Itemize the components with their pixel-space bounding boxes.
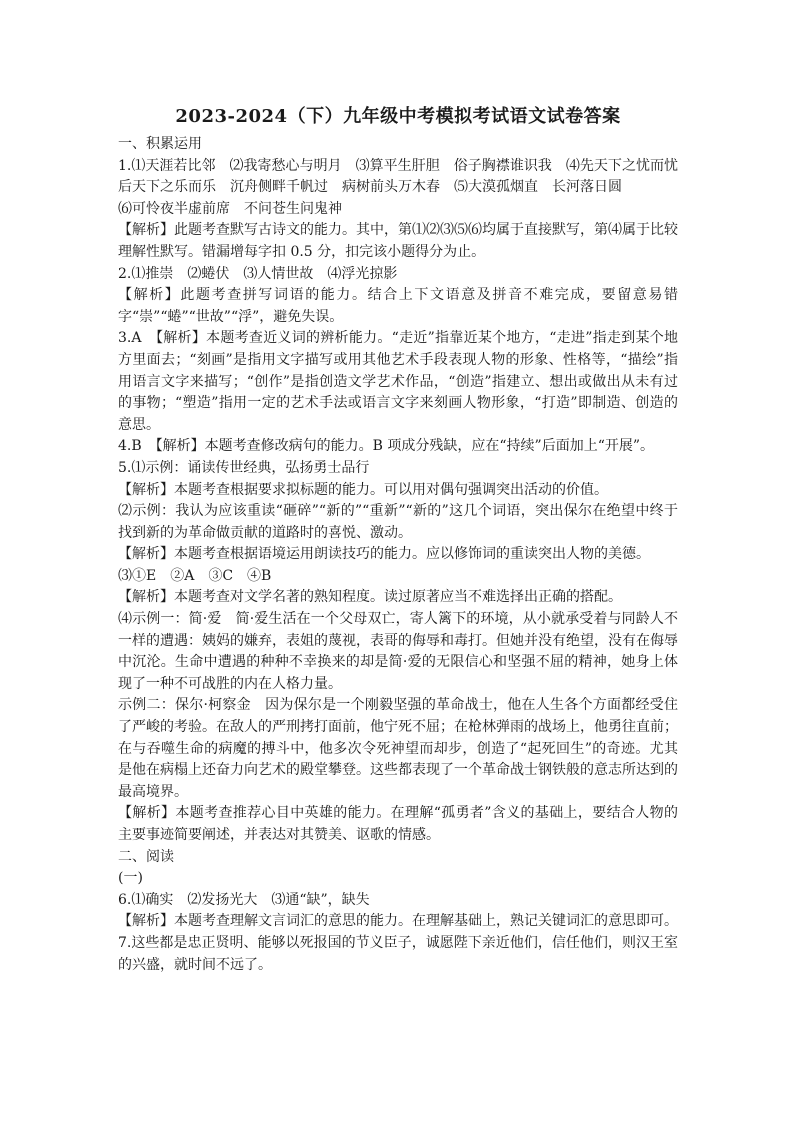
analysis-q5-1: 【解析】本题考查根据要求拟标题的能力。可以用对偶句强调突出活动的价值。 [118, 481, 608, 498]
analysis-q6: 【解析】本题考查理解文言词汇的意思的能力。在理解基础上，熟记关键词汇的意思即可。 [118, 913, 678, 930]
answer-q4: 4.B 【解析】本题考查修改病句的能力。B 项成分残缺，应在“持续”后面加上“开展”。 [118, 438, 655, 455]
subsection-heading-1: (一) [118, 870, 143, 887]
answer-sheet-page [118, 104, 692, 976]
answer-q1-part6: ⑹可怜夜半虚前席 不问苍生问鬼神 [118, 200, 342, 217]
section-heading-reading: 二、阅读 [118, 848, 174, 865]
analysis-q5-3: 【解析】本题考查对文学名著的熟知程度。读过原著应当不难选择出正确的搭配。 [118, 589, 622, 606]
answer-q7: 7.这些都是忠正贤明、能够以死报国的节义臣子，诚愿陛下亲近他们，信任他们，则汉王室的兴盛，就时间不远了。 [118, 934, 678, 973]
answer-q1: 1.⑴天涯若比邻 ⑵我寄愁心与明月 ⑶算平生肝胆 俗子胸襟谁识我 ⑷先天下之忧而忧 后天下之乐而乐 沉舟侧畔千帆过 病树前头万木春 ⑸大漠孤烟直 长河落日圆 [118, 157, 692, 196]
analysis-q1: 【解析】此题考查默写古诗文的能力。其中，第⑴⑵⑶⑸⑹均属于直接默写，第⑷属于比较理解性默写。错漏增每字扣 0.5 分，扣完该小题得分为止。 [118, 222, 678, 260]
answer-q5-1: 5.⑴示例：诵读传世经典，弘扬勇士品行 [118, 459, 370, 476]
analysis-q2: 【解析】此题考查拼写词语的能力。结合上下文语意及拼音不难完成，要留意易错字“崇”“蜷”“世故”“浮”，避免失误。 [118, 287, 678, 325]
section-heading-accumulation: 一、积累运用 [118, 136, 202, 152]
answer-q3: 3.A 【解析】本题考查近义词的辨析能力。“走近”指靠近某个地方，“走进”指走到某个地方里面去；“刻画”是指用文字描写或用其他艺术手段表现人物的形象、性格等，“描绘”指用语言文字来描写；“创作”是指创造文学艺术作品，“创造”指建立、想出或做出从未有过的事物；“塑造”指用一定的艺术手法或语言文字来刻画人物形象，“打造”即制造、创造的意思。 [118, 330, 678, 433]
answer-q6: 6.⑴确实 ⑵发扬光大 ⑶通“缺”，缺失 [118, 891, 370, 908]
answer-q5-2: ⑵示例：我认为应该重读“砸碎”“新的”“重新”“新的”这几个词语，突出保尔在绝望中终于找到新的为革命做贡献的道路时的喜悦、激动。 [118, 503, 678, 541]
answer-q5-3: ⑶①E ②A ③C ④B [118, 567, 272, 584]
answer-q5-4-example1: ⑷示例一：简·爱 简·爱生活在一个父母双亡，寄人篱下的环境，从小就承受着与同龄人不一样的遭遇：姨妈的嫌弃，表姐的蔑视，表哥的侮辱和毒打。但她并没有绝望，没有在侮辱中沉沦。生命中遭遇的种种不幸换来的却是简·爱的无限信心和坚强不屈的精神，她身上体现了一种不可战胜的内在人格力量。 [118, 611, 678, 692]
analysis-q5-2: 【解析】本题考查根据语境运用朗读技巧的能力。应以修饰词的重读突出人物的美德。 [118, 546, 650, 563]
answer-q2: 2.⑴推崇 ⑵蜷伏 ⑶人情世故 ⑷浮光掠影 [118, 265, 398, 282]
page-title: 2023-2024（下）九年级中考模拟考试语文试卷答案 [175, 106, 621, 127]
answer-q5-4-example2: 示例二：保尔·柯察金 因为保尔是一个刚毅坚强的革命战士，他在人生各个方面都经受住了严峻的考验。在敌人的严刑拷打面前，他宁死不屈；在枪林弹雨的战场上，他勇往直前；在与吞噬生命的病魔的搏斗中，他多次令死神望而却步，创造了“起死回生”的奇迹。尤其是他在病榻上还奋力向艺术的殿堂攀登。这些都表现了一个革命战士钢铁般的意志所达到的最高境界。 [118, 697, 678, 800]
analysis-q5-4: 【解析】本题考查推荐心目中英雄的能力。在理解“孤勇者”含义的基础上，要结合人物的主要事迹简要阐述，并表达对其赞美、讴歌的情感。 [118, 805, 678, 843]
